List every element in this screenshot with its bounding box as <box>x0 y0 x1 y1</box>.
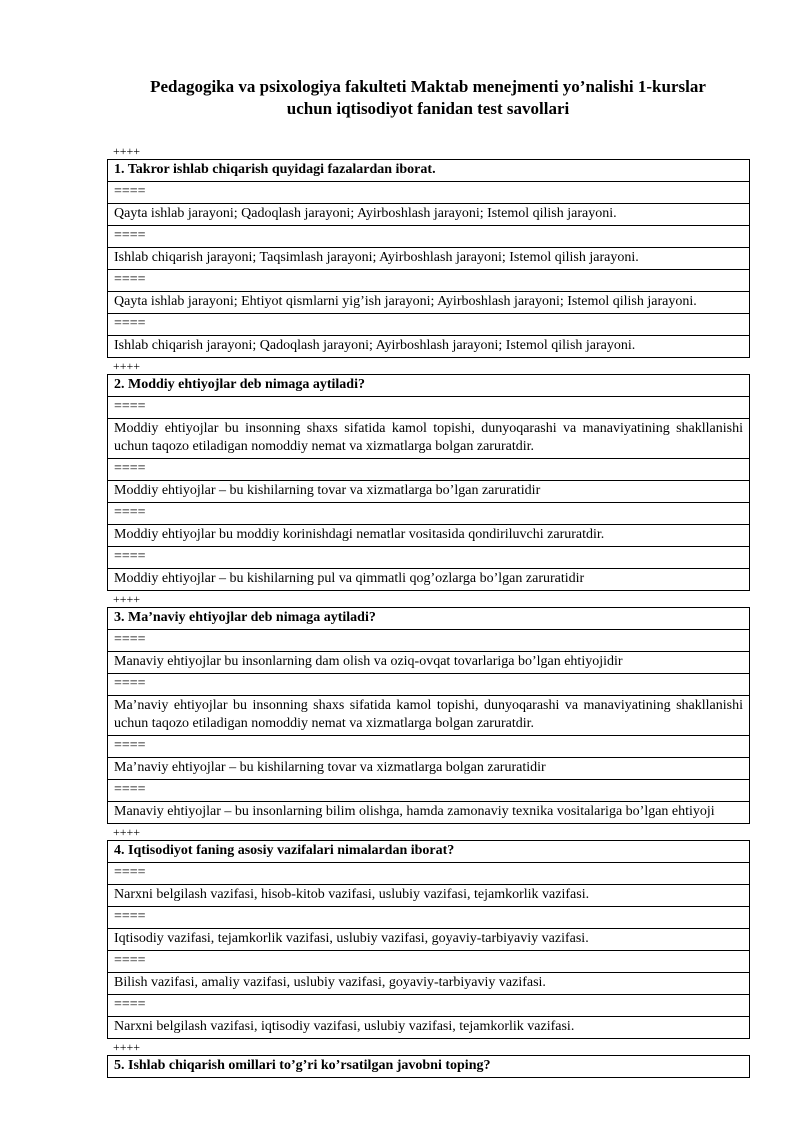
title-line-2: uchun iqtisodiyot fanidan test savollari <box>286 99 570 118</box>
answer-marker: ==== <box>108 270 750 292</box>
question-marker: ++++ <box>113 825 141 839</box>
question-marker: ++++ <box>113 359 141 373</box>
answer-option: Iqtisodiy vazifasi, tejamkorlik vazifasi, uslubiy vazifasi, goyaviy-tarbiyaviy vazifasi. <box>108 929 750 951</box>
answer-option: Narxni belgilash vazifasi, iqtisodiy vazifasi, uslubiy vazifasi, tejamkorlik vazifasi. <box>108 1017 750 1039</box>
question-block-4 <box>107 840 750 1039</box>
question-text: 3. Ma’naviy ehtiyojlar deb nimaga aytiladi? <box>108 608 750 630</box>
answer-option: Narxni belgilash vazifasi, hisob-kitob vazifasi, uslubiy vazifasi, tejamkorlik vazifasi. <box>108 885 750 907</box>
document-title <box>100 76 756 120</box>
answer-option: Manaviy ehtiyojlar – bu insonlarning bilim olishga, hamda zamonaviy texnika vositalariga bo’lgan ehtiyoji <box>108 802 750 824</box>
answer-marker: ==== <box>108 503 750 525</box>
answer-option: Moddiy ehtiyojlar bu moddiy korinishdagi nematlar vositasida qondiriluvchi zaruratdir. <box>108 525 750 547</box>
question-block-5 <box>107 1055 750 1078</box>
answer-option: Manaviy ehtiyojlar bu insonlarning dam olish va oziq-ovqat tovarlariga bo’lgan ehtiyojidir <box>108 652 750 674</box>
answer-option: Moddiy ehtiyojlar – bu kishilarning tovar va xizmatlarga bo’lgan zaruratidir <box>108 481 750 503</box>
answer-marker: ==== <box>108 995 750 1017</box>
answer-marker: ==== <box>108 630 750 652</box>
question-text: 2. Moddiy ehtiyojlar deb nimaga aytiladi? <box>108 375 750 397</box>
question-marker: ++++ <box>113 1040 141 1054</box>
answer-marker: ==== <box>108 397 750 419</box>
answer-option: Ishlab chiqarish jarayoni; Taqsimlash jarayoni; Ayirboshlash jarayoni; Istemol qilish jarayoni. <box>108 248 750 270</box>
question-marker: ++++ <box>113 592 141 606</box>
question-text: 4. Iqtisodiyot faning asosiy vazifalari nimalardan iborat? <box>108 841 750 863</box>
answer-option: Qayta ishlab jarayoni; Ehtiyot qismlarni yig’ish jarayoni; Ayirboshlash jarayoni; Istemol qilish jarayoni. <box>108 292 750 314</box>
answer-marker: ==== <box>108 780 750 802</box>
answer-marker: ==== <box>108 907 750 929</box>
question-text: 5. Ishlab chiqarish omillari to’g’ri ko’rsatilgan javobni toping? <box>108 1056 750 1078</box>
question-text: 1. Takror ishlab chiqarish quyidagi fazalardan iborat. <box>108 160 750 182</box>
title-line-1: Pedagogika va psixologiya fakulteti Maktab menejmenti yo’nalishi 1-kurslar <box>150 77 706 96</box>
answer-marker: ==== <box>108 226 750 248</box>
question-block-3 <box>107 607 750 824</box>
answer-marker: ==== <box>108 182 750 204</box>
answer-marker: ==== <box>108 736 750 758</box>
question-block-1 <box>107 159 750 358</box>
answer-marker: ==== <box>108 863 750 885</box>
answer-marker: ==== <box>108 459 750 481</box>
answer-option: Moddiy ehtiyojlar – bu kishilarning pul va qimmatli qog’ozlarga bo’lgan zaruratidir <box>108 569 750 591</box>
answer-option: Ishlab chiqarish jarayoni; Qadoqlash jarayoni; Ayirboshlash jarayoni; Istemol qilish jarayoni. <box>108 336 750 358</box>
answer-option: Moddiy ehtiyojlar bu insonning shaxs sifatida kamol topishi, dunyoqarashi va manaviyatining shakllanishi uchun taqozo etiladigan nomoddiy nemat va xizmatlarga bolgan zaruratdir. <box>108 419 750 459</box>
answer-option: Bilish vazifasi, amaliy vazifasi, uslubiy vazifasi, goyaviy-tarbiyaviy vazifasi. <box>108 973 750 995</box>
test-questions <box>107 143 750 1078</box>
answer-option: Qayta ishlab jarayoni; Qadoqlash jarayoni; Ayirboshlash jarayoni; Istemol qilish jarayoni. <box>108 204 750 226</box>
answer-marker: ==== <box>108 674 750 696</box>
question-marker: ++++ <box>113 144 141 158</box>
question-block-2 <box>107 374 750 591</box>
answer-marker: ==== <box>108 314 750 336</box>
answer-marker: ==== <box>108 951 750 973</box>
answer-marker: ==== <box>108 547 750 569</box>
answer-option: Ma’naviy ehtiyojlar – bu kishilarning tovar va xizmatlarga bolgan zaruratidir <box>108 758 750 780</box>
answer-option: Ma’naviy ehtiyojlar bu insonning shaxs sifatida kamol topishi, dunyoqarashi va manaviyatining shakllanishi uchun taqozo etiladigan nomoddiy nemat va xizmatlarga bolgan zaruratdir. <box>108 696 750 736</box>
